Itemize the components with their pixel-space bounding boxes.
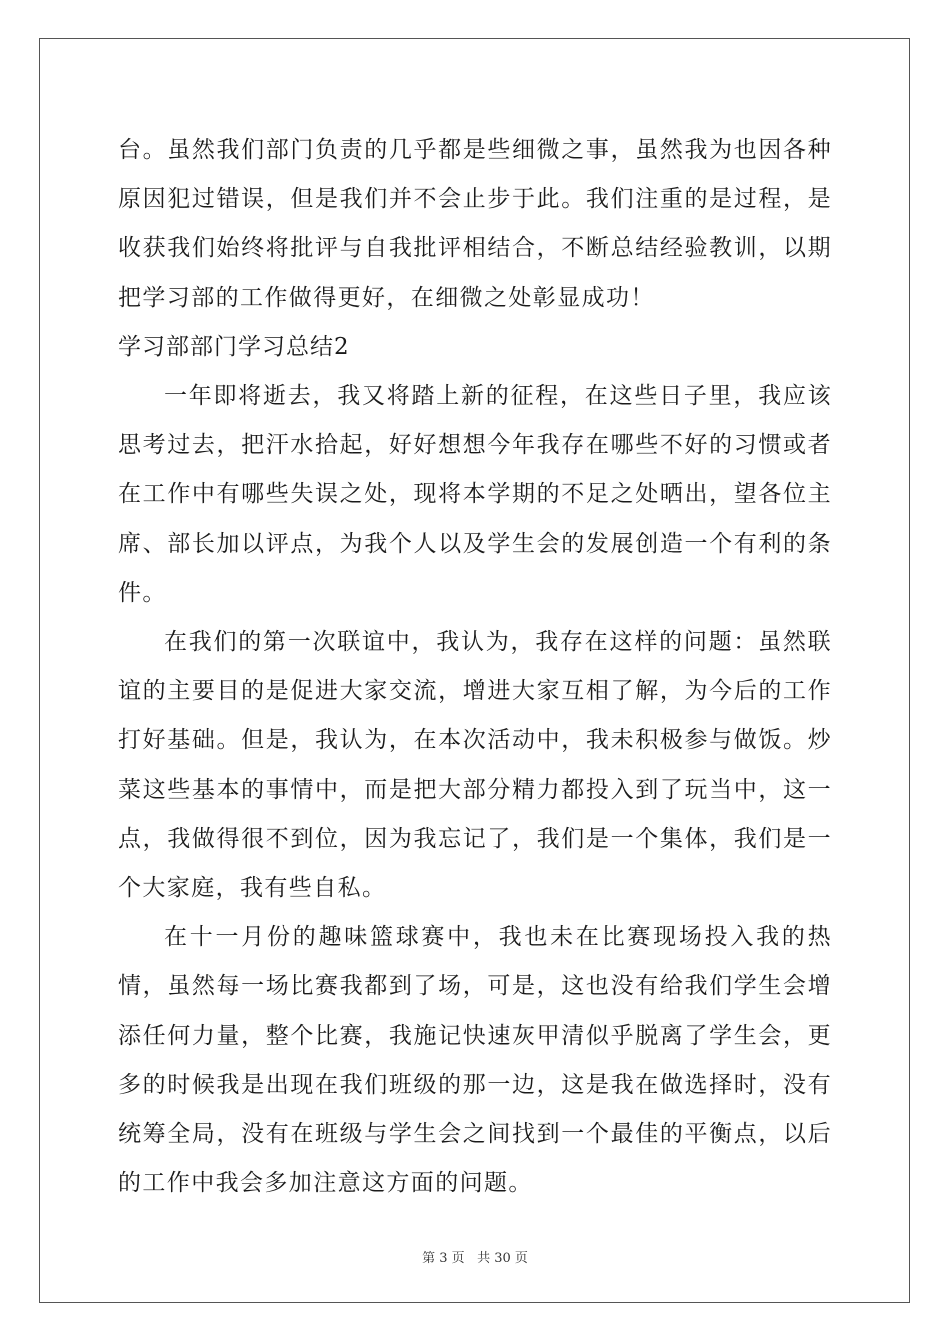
- section-heading: 学习部部门学习总结2: [118, 333, 350, 360]
- page-total: 共 30 页: [477, 1251, 528, 1266]
- document-body: [118, 126, 832, 1208]
- paragraph: 在十一月份的趣味篮球赛中，我也未在比赛现场投入我的热情，虽然每一场比赛我都到了场，可是，这也没有给我们学生会增添任何力量，整个比赛，我施记快速灰甲清似乎脱离了学生会，更多的时候我是出现在我们班级的那一边，这是我在做选择时，没有统筹全局，没有在班级与学生会之间找到一个最佳的平衡点，以后的工作中我会多加注意这方面的问题。: [118, 924, 832, 1197]
- page-number: 第 3 页: [422, 1251, 465, 1266]
- paragraph: 台。虽然我们部门负责的几乎都是些细微之事，虽然我为也因各种原因犯过错误，但是我们并不会止步于此。我们注重的是过程，是收获我们始终将批评与自我批评相结合，不断总结经验教训，以期把学习部的工作做得更好，在细微之处彰显成功！: [118, 137, 832, 311]
- page-footer: [0, 1247, 950, 1266]
- paragraph: 在我们的第一次联谊中，我认为，我存在这样的问题：虽然联谊的主要目的是促进大家交流，增进大家互相了解，为今后的工作打好基础。但是，我认为，在本次活动中，我未积极参与做饭。炒菜这些基本的事情中，而是把大部分精力都投入到了玩当中，这一点，我做得很不到位，因为我忘记了，我们是一个集体，我们是一个大家庭，我有些自私。: [118, 629, 832, 902]
- paragraph: 一年即将逝去，我又将踏上新的征程，在这些日子里，我应该思考过去，把汗水拾起，好好想想今年我存在哪些不好的习惯或者在工作中有哪些失误之处，现将本学期的不足之处晒出，望各位主席、部长加以评点，为我个人以及学生会的发展创造一个有利的条件。: [118, 383, 832, 606]
